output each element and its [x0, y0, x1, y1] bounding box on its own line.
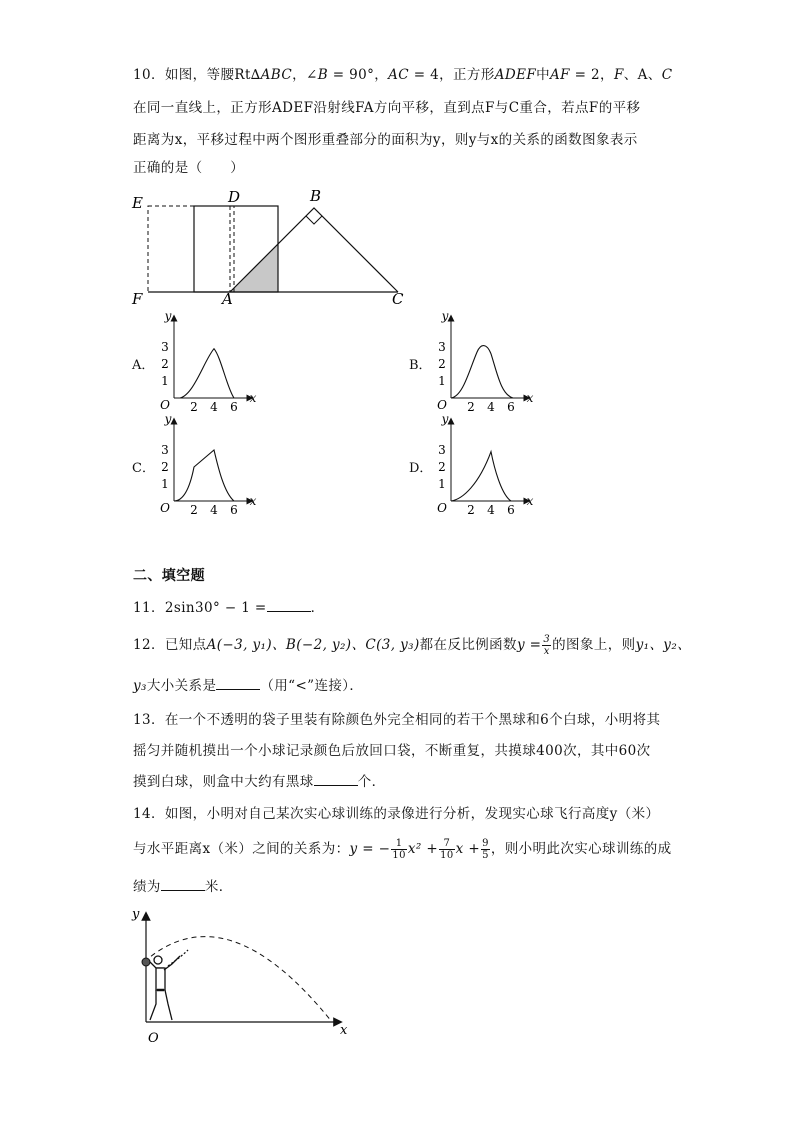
q13-line1: 13．在一个不透明的袋子里装有除颜色外完全相同的若干个黑球和6个白球，小明将其 — [133, 712, 661, 728]
graph-y-tick-label: 2 — [438, 460, 446, 474]
graph-y-label: y — [441, 413, 449, 426]
q12-answer-blank[interactable] — [216, 676, 260, 690]
option-b-graph[interactable] — [427, 310, 537, 415]
q14-frac3 — [481, 838, 490, 861]
q14-suffix: 米． — [204, 879, 233, 895]
label-F: F — [132, 290, 143, 306]
q12-frac-den: x — [543, 646, 550, 657]
q10-sep2: 、 — [647, 67, 662, 83]
q14-f3-num: 9 — [482, 838, 489, 849]
option-d-graph[interactable] — [427, 413, 537, 518]
q10-ac: AC — [388, 67, 410, 83]
q12-text: 12．已知点 — [133, 637, 207, 653]
graph-y-tick-label: 3 — [161, 340, 169, 354]
graph-x-tick-label: 6 — [230, 503, 238, 517]
q14-f2-den: 10 — [440, 850, 454, 861]
q14-f1-den: 10 — [392, 850, 406, 861]
q10-adef: ADEF — [494, 67, 537, 83]
option-a-graph[interactable] — [150, 310, 260, 415]
q14-formula-start: y = − — [349, 841, 391, 857]
q12-line2 — [133, 676, 363, 696]
graph-y-label: y — [441, 310, 449, 323]
q12-points: A(−3, y₁)、B(−2, y₂)、C(3, y₃) — [206, 637, 420, 653]
q14-line1: 14．如图，小明对自己某次实心球训练的录像进行分析，发现实心球飞行高度y（米） — [133, 806, 660, 822]
graph-curve — [451, 452, 511, 501]
graph-y-tick-label: 1 — [438, 477, 446, 491]
q14-text3: 绩为 — [133, 879, 161, 895]
q14-answer-blank[interactable] — [161, 877, 205, 891]
q14-text: 与水平距离x（米）之间的关系为： — [133, 841, 350, 857]
q10-line3: 距离为x，平移过程中两个图形重叠部分的面积为y，则y与x的关系的函数图象表示 — [133, 132, 638, 148]
graph-origin-label: O — [437, 501, 447, 515]
shot-ball — [142, 958, 150, 966]
graph-x-tick-label: 4 — [487, 503, 495, 517]
q10-sep1: 、 — [623, 67, 638, 83]
graph-curve — [174, 450, 234, 501]
q10-af: AF — [550, 67, 570, 83]
graph-x-tick-label: 6 — [230, 400, 238, 414]
section-title: 二、填空题 — [133, 568, 205, 584]
q14-f1-num: 1 — [391, 838, 407, 850]
q12-func: y = — [516, 637, 542, 653]
q13-suffix: 个． — [357, 774, 386, 790]
option-b-label[interactable]: B． — [409, 358, 432, 373]
q10-a: A — [637, 67, 648, 83]
q10-line2: 在同一直线上，正方形ADEF沿射线FA方向平移，直到点F与C重合，若点F的平移 — [133, 100, 641, 116]
graph-x-tick-label: 2 — [467, 400, 475, 414]
graph-x-tick-label: 6 — [507, 400, 515, 414]
q10-line1 — [133, 65, 672, 85]
q13-line3 — [133, 772, 386, 792]
q12-fraction — [542, 634, 551, 657]
graph-y-tick-label: 3 — [161, 443, 169, 457]
q10-angle: ，∠ — [292, 67, 318, 83]
graph-y-tick-label: 1 — [438, 374, 446, 388]
graph-x-label: x — [526, 494, 534, 508]
graph-curve — [451, 346, 513, 398]
graph-y-tick-label: 2 — [438, 357, 446, 371]
q10-90: = 90°， — [328, 67, 389, 83]
graph-x-tick-label: 2 — [467, 503, 475, 517]
graph-x-tick-label: 4 — [487, 400, 495, 414]
q11 — [133, 598, 325, 618]
label-D: D — [228, 188, 241, 206]
graph-origin-label: O — [437, 398, 447, 412]
q10-rt: Rt — [234, 67, 251, 83]
graph-x-tick-label: 4 — [210, 503, 218, 517]
label-C: C — [392, 290, 404, 306]
graph-curve — [174, 349, 234, 398]
option-d-label[interactable]: D． — [409, 461, 433, 476]
q12-ys: y₁、y₂、 — [635, 637, 692, 653]
graph-origin-label: O — [160, 398, 170, 412]
graph-y-tick-label: 3 — [438, 443, 446, 457]
q11-expression: 2sin30° − 1 = — [164, 600, 267, 616]
q14-x2: x² + — [407, 841, 439, 857]
square-adef-original — [148, 206, 234, 292]
q13-answer-blank[interactable] — [314, 772, 358, 786]
trajectory-curve — [144, 937, 332, 1022]
q11-answer-blank[interactable] — [267, 598, 311, 612]
graph-x-tick-label: 4 — [210, 400, 218, 414]
q11-suffix: ． — [310, 600, 325, 616]
q14-f3-den: 5 — [482, 850, 489, 861]
q12-y3: y₃ — [133, 678, 147, 694]
graph-y-tick-label: 3 — [438, 340, 446, 354]
q10-line4: 正确的是（ ） — [133, 160, 245, 176]
graph-x-tick-label: 2 — [190, 503, 198, 517]
q14-frac1 — [391, 838, 407, 861]
q10-b: B — [317, 67, 329, 83]
graph-y-tick-label: 2 — [161, 357, 169, 371]
option-c-label[interactable]: C． — [132, 461, 155, 476]
q12-line1 — [133, 634, 691, 657]
option-c-graph[interactable] — [150, 413, 260, 518]
q14-label-o: O — [148, 1031, 159, 1046]
q10-triangle-symbol: ∆ — [250, 67, 261, 83]
q14-line2 — [133, 838, 672, 861]
graph-y-tick-label: 1 — [161, 374, 169, 388]
option-a-label[interactable]: A． — [132, 358, 155, 373]
q10-zhong: 中 — [536, 67, 551, 83]
q14-x: x + — [455, 841, 481, 857]
q13-line2: 摇匀并随机摸出一个小球记录颜色后放回口袋，不断重复，共摸球400次，其中60次 — [133, 743, 651, 759]
q12-text5: （用“<”连接）． — [260, 678, 364, 694]
graph-origin-label: O — [160, 501, 170, 515]
label-B: B — [310, 187, 322, 205]
graph-y-label: y — [164, 310, 172, 323]
q14-frac2 — [439, 838, 455, 861]
q12-text2: 都在反比例函数 — [419, 637, 517, 653]
q10-f: F — [613, 67, 624, 83]
q14-text2: ，则小明此次实心球训练的成 — [490, 841, 672, 857]
label-A: A — [222, 290, 233, 306]
q10-abc: ABC — [260, 67, 293, 83]
q10-text: 10．如图，等腰 — [133, 67, 235, 83]
q12-frac-num: 3 — [543, 634, 551, 645]
label-E: E — [132, 194, 143, 212]
graph-x-label: x — [249, 494, 257, 508]
q11-number: 11． — [133, 600, 165, 616]
graph-y-tick-label: 2 — [161, 460, 169, 474]
right-angle-mark — [306, 216, 322, 224]
graph-y-label: y — [164, 413, 172, 426]
q14-throw-figure — [126, 904, 356, 1046]
q14-label-y: y — [132, 907, 140, 922]
graph-x-label: x — [249, 391, 257, 405]
q13-text: 摸到白球，则盒中大约有黑球 — [133, 774, 314, 790]
graph-x-tick-label: 2 — [190, 400, 198, 414]
graph-x-tick-label: 6 — [507, 503, 515, 517]
graph-x-label: x — [526, 391, 534, 405]
athlete-figure — [150, 950, 188, 1020]
q10-geometry-figure — [128, 186, 418, 306]
q14-label-x: x — [340, 1023, 348, 1038]
graph-y-tick-label: 1 — [161, 477, 169, 491]
q10-af-value: = 2， — [569, 67, 614, 83]
q10-c: C — [661, 67, 673, 83]
q12-text3: 的图象上，则 — [552, 637, 636, 653]
q14-line3 — [133, 877, 233, 897]
q12-text4: 大小关系是 — [146, 678, 217, 694]
q10-ac-value: = 4，正方形 — [409, 67, 495, 83]
q14-f2-num: 7 — [439, 838, 455, 850]
